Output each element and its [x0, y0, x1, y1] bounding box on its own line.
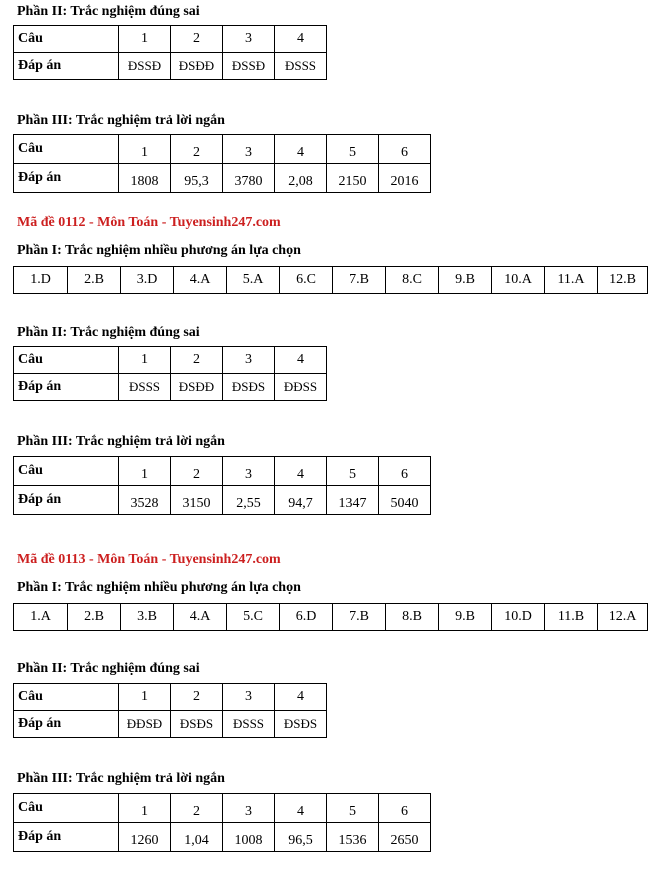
block3-part2-table [13, 683, 327, 738]
row-label-question: Câu [14, 347, 119, 374]
row-label-answer: Đáp án [14, 486, 119, 515]
block3-part3-table [13, 793, 431, 852]
answer-cell: 12.A [598, 604, 648, 631]
table-row [14, 794, 431, 823]
answer-cell: 3528 [119, 486, 171, 515]
table-row [14, 53, 327, 80]
answer-cell: 10.D [492, 604, 545, 631]
row-label-question: Câu [14, 457, 119, 486]
table-row [14, 457, 431, 486]
question-number: 2 [171, 26, 223, 53]
question-number: 5 [327, 794, 379, 823]
answer-cell: 1.D [14, 267, 68, 294]
answer-cell: 9.B [439, 604, 492, 631]
question-number: 4 [275, 347, 327, 374]
question-number: 1 [119, 26, 171, 53]
answer-cell: 9.B [439, 267, 492, 294]
block2-part2-table [13, 346, 327, 401]
question-number: 3 [223, 347, 275, 374]
question-number: 3 [223, 684, 275, 711]
answer-cell: ĐSĐS [223, 374, 275, 401]
row-label-question: Câu [14, 26, 119, 53]
answer-cell: ĐĐSS [275, 374, 327, 401]
question-number: 3 [223, 457, 275, 486]
table-row [14, 711, 327, 738]
table-row [14, 164, 431, 193]
row-label-answer: Đáp án [14, 823, 119, 852]
block3-part3-title: Phần III: Trắc nghiệm trả lời ngắn [17, 771, 225, 786]
table-row [14, 135, 431, 164]
block2-part3-title: Phần III: Trắc nghiệm trả lời ngắn [17, 434, 225, 449]
question-number: 4 [275, 457, 327, 486]
answer-cell: 10.A [492, 267, 545, 294]
answer-cell: 1808 [119, 164, 171, 193]
answer-cell: ĐSSS [275, 53, 327, 80]
answer-cell: 4.A [174, 267, 227, 294]
answer-cell: 1260 [119, 823, 171, 852]
answer-cell: 4.A [174, 604, 227, 631]
table-row [14, 267, 648, 294]
question-number: 3 [223, 135, 275, 164]
block1-part2-table [13, 25, 327, 80]
answer-cell: 1536 [327, 823, 379, 852]
answer-cell: 5.A [227, 267, 280, 294]
exam-code-title: Mã đề 0113 - Môn Toán - Tuyensinh247.com [17, 552, 281, 567]
answer-cell: 1008 [223, 823, 275, 852]
block1-part2-title: Phần II: Trắc nghiệm đúng sai [17, 4, 200, 19]
block2-part1-table [13, 266, 648, 294]
answer-cell: 2.B [68, 604, 121, 631]
block3-part1-title: Phần I: Trắc nghiệm nhiều phương án lựa chọn [17, 580, 301, 595]
table-row [14, 486, 431, 515]
block3-part2-title: Phần II: Trắc nghiệm đúng sai [17, 661, 200, 676]
question-number: 3 [223, 26, 275, 53]
table-row [14, 604, 648, 631]
question-number: 1 [119, 457, 171, 486]
block2-part3-table [13, 456, 431, 515]
answer-cell: 2650 [379, 823, 431, 852]
question-number: 5 [327, 457, 379, 486]
answer-cell: 7.B [333, 604, 386, 631]
answer-cell: ĐĐSĐ [119, 711, 171, 738]
row-label-question: Câu [14, 794, 119, 823]
answer-cell: 7.B [333, 267, 386, 294]
answer-cell: 94,7 [275, 486, 327, 515]
block1-part3-title: Phần III: Trắc nghiệm trả lời ngắn [17, 113, 225, 128]
answer-cell: 2,08 [275, 164, 327, 193]
answer-cell: 11.B [545, 604, 598, 631]
answer-cell: ĐSSS [223, 711, 275, 738]
answer-cell: 8.B [386, 604, 439, 631]
question-number: 1 [119, 794, 171, 823]
answer-cell: 2.B [68, 267, 121, 294]
answer-cell: ĐSĐS [171, 711, 223, 738]
answer-cell: 6.D [280, 604, 333, 631]
table-row [14, 347, 327, 374]
question-number: 1 [119, 135, 171, 164]
answer-cell: 12.B [598, 267, 648, 294]
answer-cell: 95,3 [171, 164, 223, 193]
question-number: 6 [379, 457, 431, 486]
answer-cell: ĐSSS [119, 374, 171, 401]
answer-cell: 1347 [327, 486, 379, 515]
question-number: 2 [171, 457, 223, 486]
question-number: 6 [379, 135, 431, 164]
answer-cell: 3.B [121, 604, 174, 631]
row-label-answer: Đáp án [14, 164, 119, 193]
row-label-question: Câu [14, 684, 119, 711]
answer-cell: 8.C [386, 267, 439, 294]
answer-cell: 3150 [171, 486, 223, 515]
row-label-question: Câu [14, 135, 119, 164]
question-number: 3 [223, 794, 275, 823]
question-number: 4 [275, 684, 327, 711]
answer-cell: 1,04 [171, 823, 223, 852]
question-number: 2 [171, 135, 223, 164]
question-number: 2 [171, 347, 223, 374]
answer-cell: ĐSĐS [275, 711, 327, 738]
question-number: 6 [379, 794, 431, 823]
answer-cell: 96,5 [275, 823, 327, 852]
question-number: 1 [119, 347, 171, 374]
answer-cell: 1.A [14, 604, 68, 631]
answer-cell: ĐSSĐ [223, 53, 275, 80]
answer-cell: 11.A [545, 267, 598, 294]
question-number: 1 [119, 684, 171, 711]
question-number: 4 [275, 135, 327, 164]
question-number: 4 [275, 794, 327, 823]
answer-cell: ĐSĐĐ [171, 374, 223, 401]
row-label-answer: Đáp án [14, 711, 119, 738]
exam-code-title: Mã đề 0112 - Môn Toán - Tuyensinh247.com [17, 215, 281, 230]
block1-part3-table [13, 134, 431, 193]
table-row [14, 374, 327, 401]
table-row [14, 684, 327, 711]
block2-part1-title: Phần I: Trắc nghiệm nhiều phương án lựa chọn [17, 243, 301, 258]
row-label-answer: Đáp án [14, 53, 119, 80]
question-number: 5 [327, 135, 379, 164]
answer-cell: 2,55 [223, 486, 275, 515]
answer-cell: 2016 [379, 164, 431, 193]
answer-cell: 3.D [121, 267, 174, 294]
answer-cell: 5040 [379, 486, 431, 515]
table-row [14, 823, 431, 852]
answer-cell: 2150 [327, 164, 379, 193]
answer-cell: ĐSSĐ [119, 53, 171, 80]
answer-cell: ĐSĐĐ [171, 53, 223, 80]
row-label-answer: Đáp án [14, 374, 119, 401]
table-row [14, 26, 327, 53]
question-number: 2 [171, 684, 223, 711]
answer-cell: 3780 [223, 164, 275, 193]
question-number: 4 [275, 26, 327, 53]
block2-part2-title: Phần II: Trắc nghiệm đúng sai [17, 325, 200, 340]
question-number: 2 [171, 794, 223, 823]
answer-cell: 6.C [280, 267, 333, 294]
answer-cell: 5.C [227, 604, 280, 631]
block3-part1-table [13, 603, 648, 631]
